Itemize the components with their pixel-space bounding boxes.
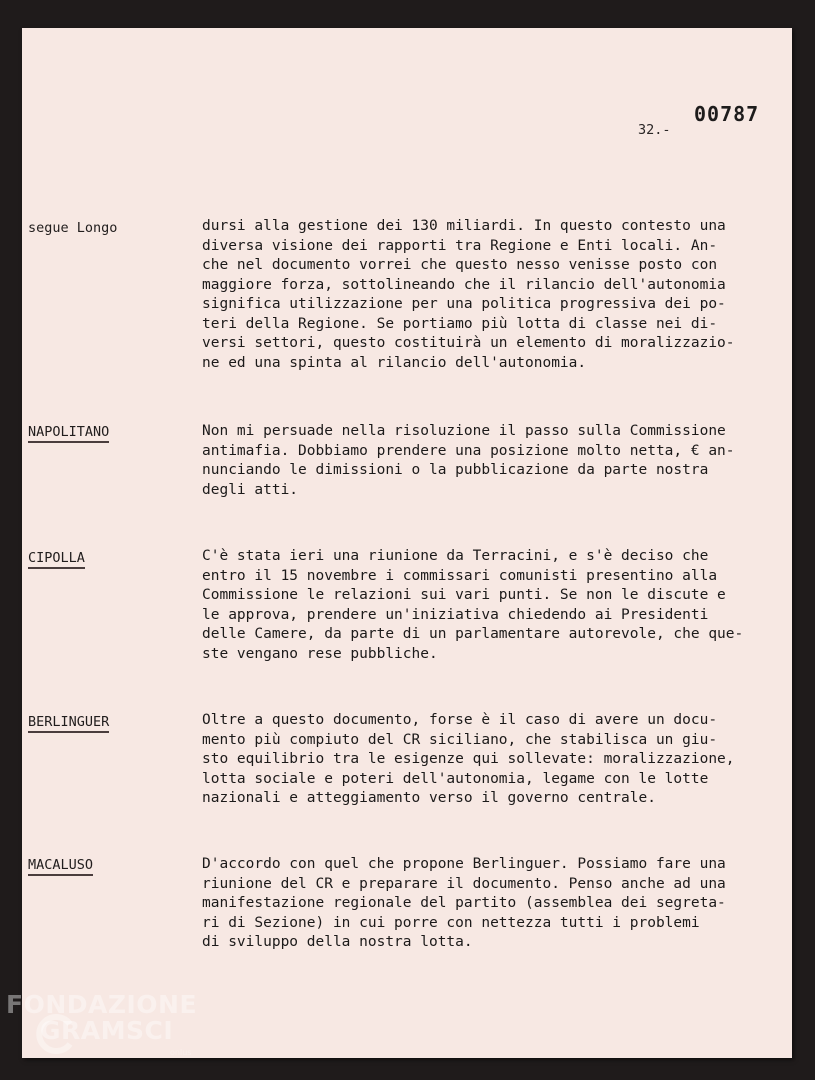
speech-longo bbox=[202, 217, 782, 373]
speaker-label-longo: segue Longo bbox=[28, 220, 118, 236]
speech-line: le approva, prendere un'iniziativa chiedendo ai Presidenti bbox=[202, 606, 709, 623]
speech-line: entro il 15 novembre i commissari comunisti presentino alla bbox=[202, 567, 718, 584]
speech-line: Commissione le relazioni sui vari punti. Se non le discute e bbox=[202, 587, 726, 603]
document-page bbox=[22, 28, 792, 1058]
speech-line: Non mi persuade nella risoluzione il passo sulla Commissione bbox=[202, 423, 726, 439]
speech-line: diversa visione dei rapporti tra Regione e Enti locali. An- bbox=[202, 237, 718, 254]
speech-line: Oltre a questo documento, forse è il caso di avere un docu- bbox=[202, 712, 718, 728]
speech-line: nunciando le dimissioni o la pubblicazione da parte nostra bbox=[202, 462, 709, 478]
speech-line: lotta sociale e poteri dell'autonomia, legame con le lotte bbox=[202, 770, 709, 787]
speech-line: maggiore forza, sottolineando che il rilancio dell'autonomia bbox=[202, 276, 726, 293]
watermark-sub: onlus bbox=[170, 1048, 192, 1057]
speaker-label-berlinguer: BERLINGUER bbox=[28, 714, 109, 733]
watermark-line1: FONDAZIONE bbox=[6, 990, 198, 1019]
speech-line: mento più compiuto del CR siciliano, che stabilisca un giu- bbox=[202, 731, 718, 748]
speech-line: versi settori, questo costituirà un elemento di moralizzazio- bbox=[202, 335, 735, 351]
speech-line: manifestazione regionale del partito (assemblea dei segreta- bbox=[202, 895, 726, 911]
speech-line: antimafia. Dobbiamo prendere una posizione molto netta, € an- bbox=[202, 442, 735, 459]
speech-macaluso bbox=[202, 855, 782, 953]
speaker-label-napolitano: NAPOLITANO bbox=[28, 424, 109, 443]
speech-line: delle Camere, da parte di un parlamentare autorevole, che que- bbox=[202, 626, 744, 642]
speech-line: dursi alla gestione dei 130 miliardi. In questo contesto una bbox=[202, 218, 726, 234]
speech-line: ste vengano rese pubbliche. bbox=[202, 645, 438, 662]
speech-line: D'accordo con quel che propone Berlinguer. Possiamo fare una bbox=[202, 856, 726, 872]
speech-line: sto equilibrio tra le esigenze qui sollevate: moralizzazione, bbox=[202, 751, 735, 767]
fondazione-gramsci-watermark bbox=[6, 990, 206, 1060]
speech-napolitano bbox=[202, 422, 782, 500]
speech-line: ri di Sezione) in cui porre con nettezza tutti i problemi bbox=[202, 914, 700, 931]
speech-line: riunione del CR e preparare il documento. Penso anche ad una bbox=[202, 875, 726, 892]
speech-cipolla bbox=[202, 547, 782, 664]
watermark-line2: GRAMSCI bbox=[40, 1016, 174, 1045]
archive-number: 00787 bbox=[694, 102, 760, 126]
speech-line: degli atti. bbox=[202, 481, 299, 498]
speech-line: di sviluppo della nostra lotta. bbox=[202, 934, 473, 950]
speaker-label-cipolla: CIPOLLA bbox=[28, 550, 85, 569]
speech-line: ne ed una spinta al rilancio dell'autonomia. bbox=[202, 354, 587, 371]
speech-line: nazionali e atteggiamento verso il governo centrale. bbox=[202, 790, 656, 806]
speech-line: significa utilizzazione per una politica progressiva dei po- bbox=[202, 296, 726, 312]
speaker-label-macaluso: MACALUSO bbox=[28, 857, 93, 876]
speech-line: C'è stata ieri una riunione da Terracini, e s'è deciso che bbox=[202, 548, 709, 564]
speech-line: che nel documento vorrei che questo nesso venisse posto con bbox=[202, 257, 718, 273]
speech-line: teri della Regione. Se portiamo più lotta di classe nei di- bbox=[202, 315, 718, 332]
page-number: 32.- bbox=[638, 122, 671, 138]
speech-berlinguer bbox=[202, 711, 782, 809]
